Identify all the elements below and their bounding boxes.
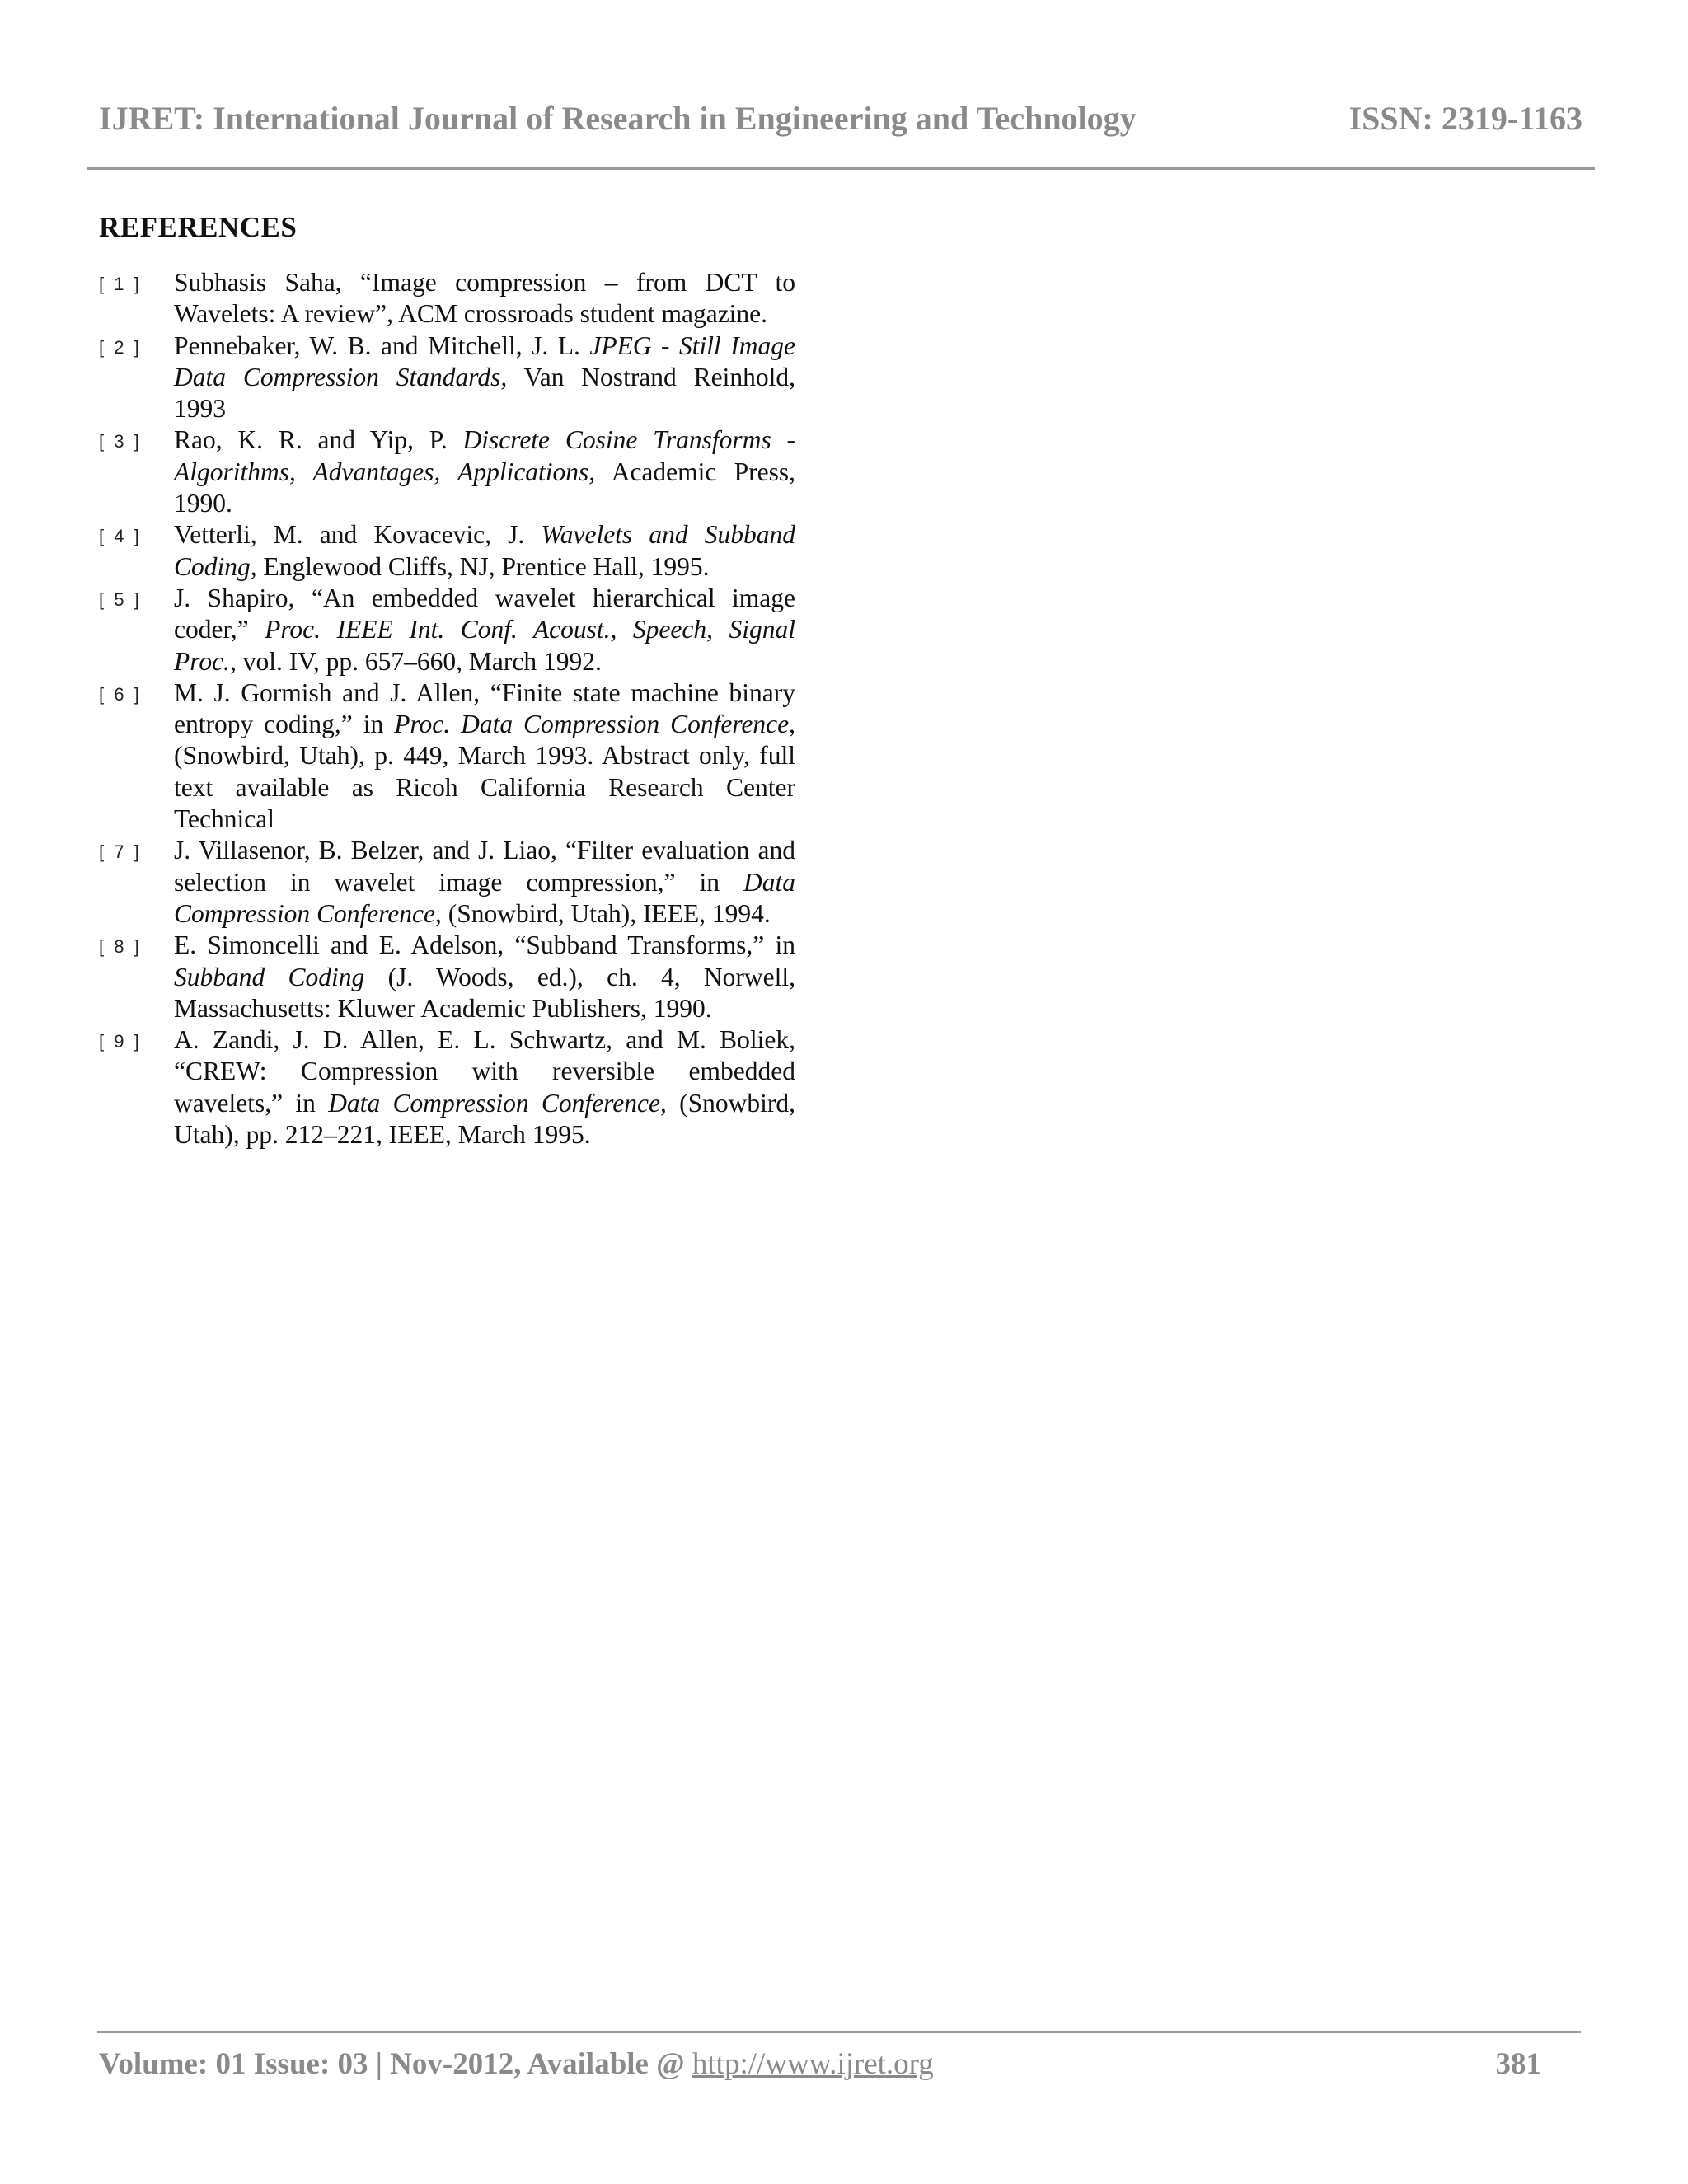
reference-number: [ 2 ] — [99, 336, 142, 358]
reference-text-segment: , (Snowbird, Utah), pp. 212–221, IEEE, March 1995. — [174, 1088, 795, 1150]
reference-text — [174, 583, 795, 676]
journal-website-link[interactable]: http://www.ijret.org — [692, 2047, 934, 2081]
reference-text — [174, 678, 795, 833]
reference-text-segment: Subhasis Saha, “Image compression – from DCT to Wavelets: A review”, ACM crossroads student magazine. — [174, 268, 795, 329]
references-heading: REFERENCES — [99, 211, 298, 243]
reference-text — [174, 930, 795, 1023]
reference-number: [ 9 ] — [99, 1031, 142, 1052]
reference-text-segment: E. Simoncelli and E. Adelson, “Subband Transforms,” in — [174, 930, 795, 960]
reference-title-italic: Data Compression Conference — [174, 867, 795, 928]
reference-text-segment: Vetterli, M. and Kovacevic, J. — [174, 520, 542, 550]
reference-item — [99, 1024, 795, 1151]
reference-text-segment: A. Zandi, J. D. Allen, E. L. Schwartz, and M. Boliek, “CREW: Compression with reversible embedded wavelets,” in — [174, 1025, 795, 1118]
reference-text-segment: Pennebaker, W. B. and Mitchell, J. L. — [174, 330, 590, 360]
reference-title-italic: Wavelets and Subband Coding, — [174, 520, 795, 581]
reference-text-segment: , vol. IV, pp. 657–660, March 1992. — [229, 646, 602, 676]
references-section — [99, 211, 795, 1151]
reference-item — [99, 267, 795, 330]
page-footer — [99, 2040, 1541, 2089]
reference-item — [99, 677, 795, 835]
reference-item — [99, 424, 795, 519]
reference-text-segment: Academic Press, 1990. — [174, 457, 795, 518]
reference-text — [174, 1025, 795, 1149]
reference-item — [99, 930, 795, 1024]
header-divider — [87, 167, 1595, 170]
reference-text-segment: Englewood Cliffs, NJ, Prentice Hall, 1995. — [256, 551, 710, 581]
footer-volume-text: Volume: 01 Issue: 03 | Nov-2012, Available @ — [99, 2047, 692, 2081]
reference-item — [99, 583, 795, 677]
reference-text-segment: J. Villasenor, B. Belzer, and J. Liao, “Filter evaluation and selection in wavelet image compression,” in — [174, 836, 795, 897]
reference-text-segment: , (Snowbird, Utah), IEEE, 1994. — [435, 898, 771, 928]
reference-item — [99, 835, 795, 930]
reference-title-italic: Proc. IEEE Int. Conf. Acoust., Speech, Signal Proc. — [174, 615, 795, 676]
reference-text-segment: M. J. Gormish and J. Allen, “Finite state machine binary entropy coding,” in — [174, 677, 795, 739]
journal-title: IJRET: International Journal of Research in Engineering and Technology — [99, 100, 1137, 137]
reference-number: [ 8 ] — [99, 936, 142, 958]
reference-text-segment: J. Shapiro, “An embedded wavelet hierarchical image coder,” — [174, 583, 795, 644]
reference-list — [99, 267, 795, 1151]
reference-title-italic: Proc. Data Compression Conference — [394, 710, 790, 739]
reference-text — [174, 331, 795, 424]
reference-item — [99, 519, 795, 583]
footer-divider — [97, 2031, 1581, 2033]
reference-number: [ 4 ] — [99, 526, 142, 547]
reference-text — [174, 520, 795, 580]
reference-title-italic: Subband Coding — [174, 962, 365, 991]
reference-number: [ 6 ] — [99, 683, 142, 705]
reference-text — [174, 836, 795, 928]
reference-title-italic: JPEG - Still Image Data Compression Standards, — [174, 330, 795, 391]
reference-number: [ 1 ] — [99, 274, 142, 294]
reference-text-segment: Rao, K. R. and Yip, P. — [174, 425, 463, 455]
reference-number: [ 7 ] — [99, 841, 142, 863]
footer-volume-info — [99, 2046, 934, 2082]
issn-label: ISSN: 2319-1163 — [1348, 100, 1582, 137]
reference-item — [99, 330, 795, 425]
reference-title-italic: Discrete Cosine Transforms - Algorithms, Advantages, Applications, — [174, 425, 795, 486]
reference-text — [174, 268, 795, 328]
page-header — [99, 91, 1582, 148]
reference-text-segment: Van Nostrand Reinhold, 1993 — [174, 362, 795, 424]
reference-text-segment: (J. Woods, ed.), ch. 4, Norwell, Massachusetts: Kluwer Academic Publishers, 1990. — [174, 962, 795, 1023]
reference-text-segment: , (Snowbird, Utah), p. 449, March 1993. Abstract only, full text available as Ricoh California Research Center Technical — [174, 710, 795, 834]
reference-number: [ 5 ] — [99, 588, 142, 610]
reference-title-italic: Data Compression Conference — [328, 1088, 660, 1118]
page-number: 381 — [1495, 2047, 1541, 2081]
reference-text — [174, 425, 795, 518]
reference-number: [ 3 ] — [99, 431, 142, 452]
